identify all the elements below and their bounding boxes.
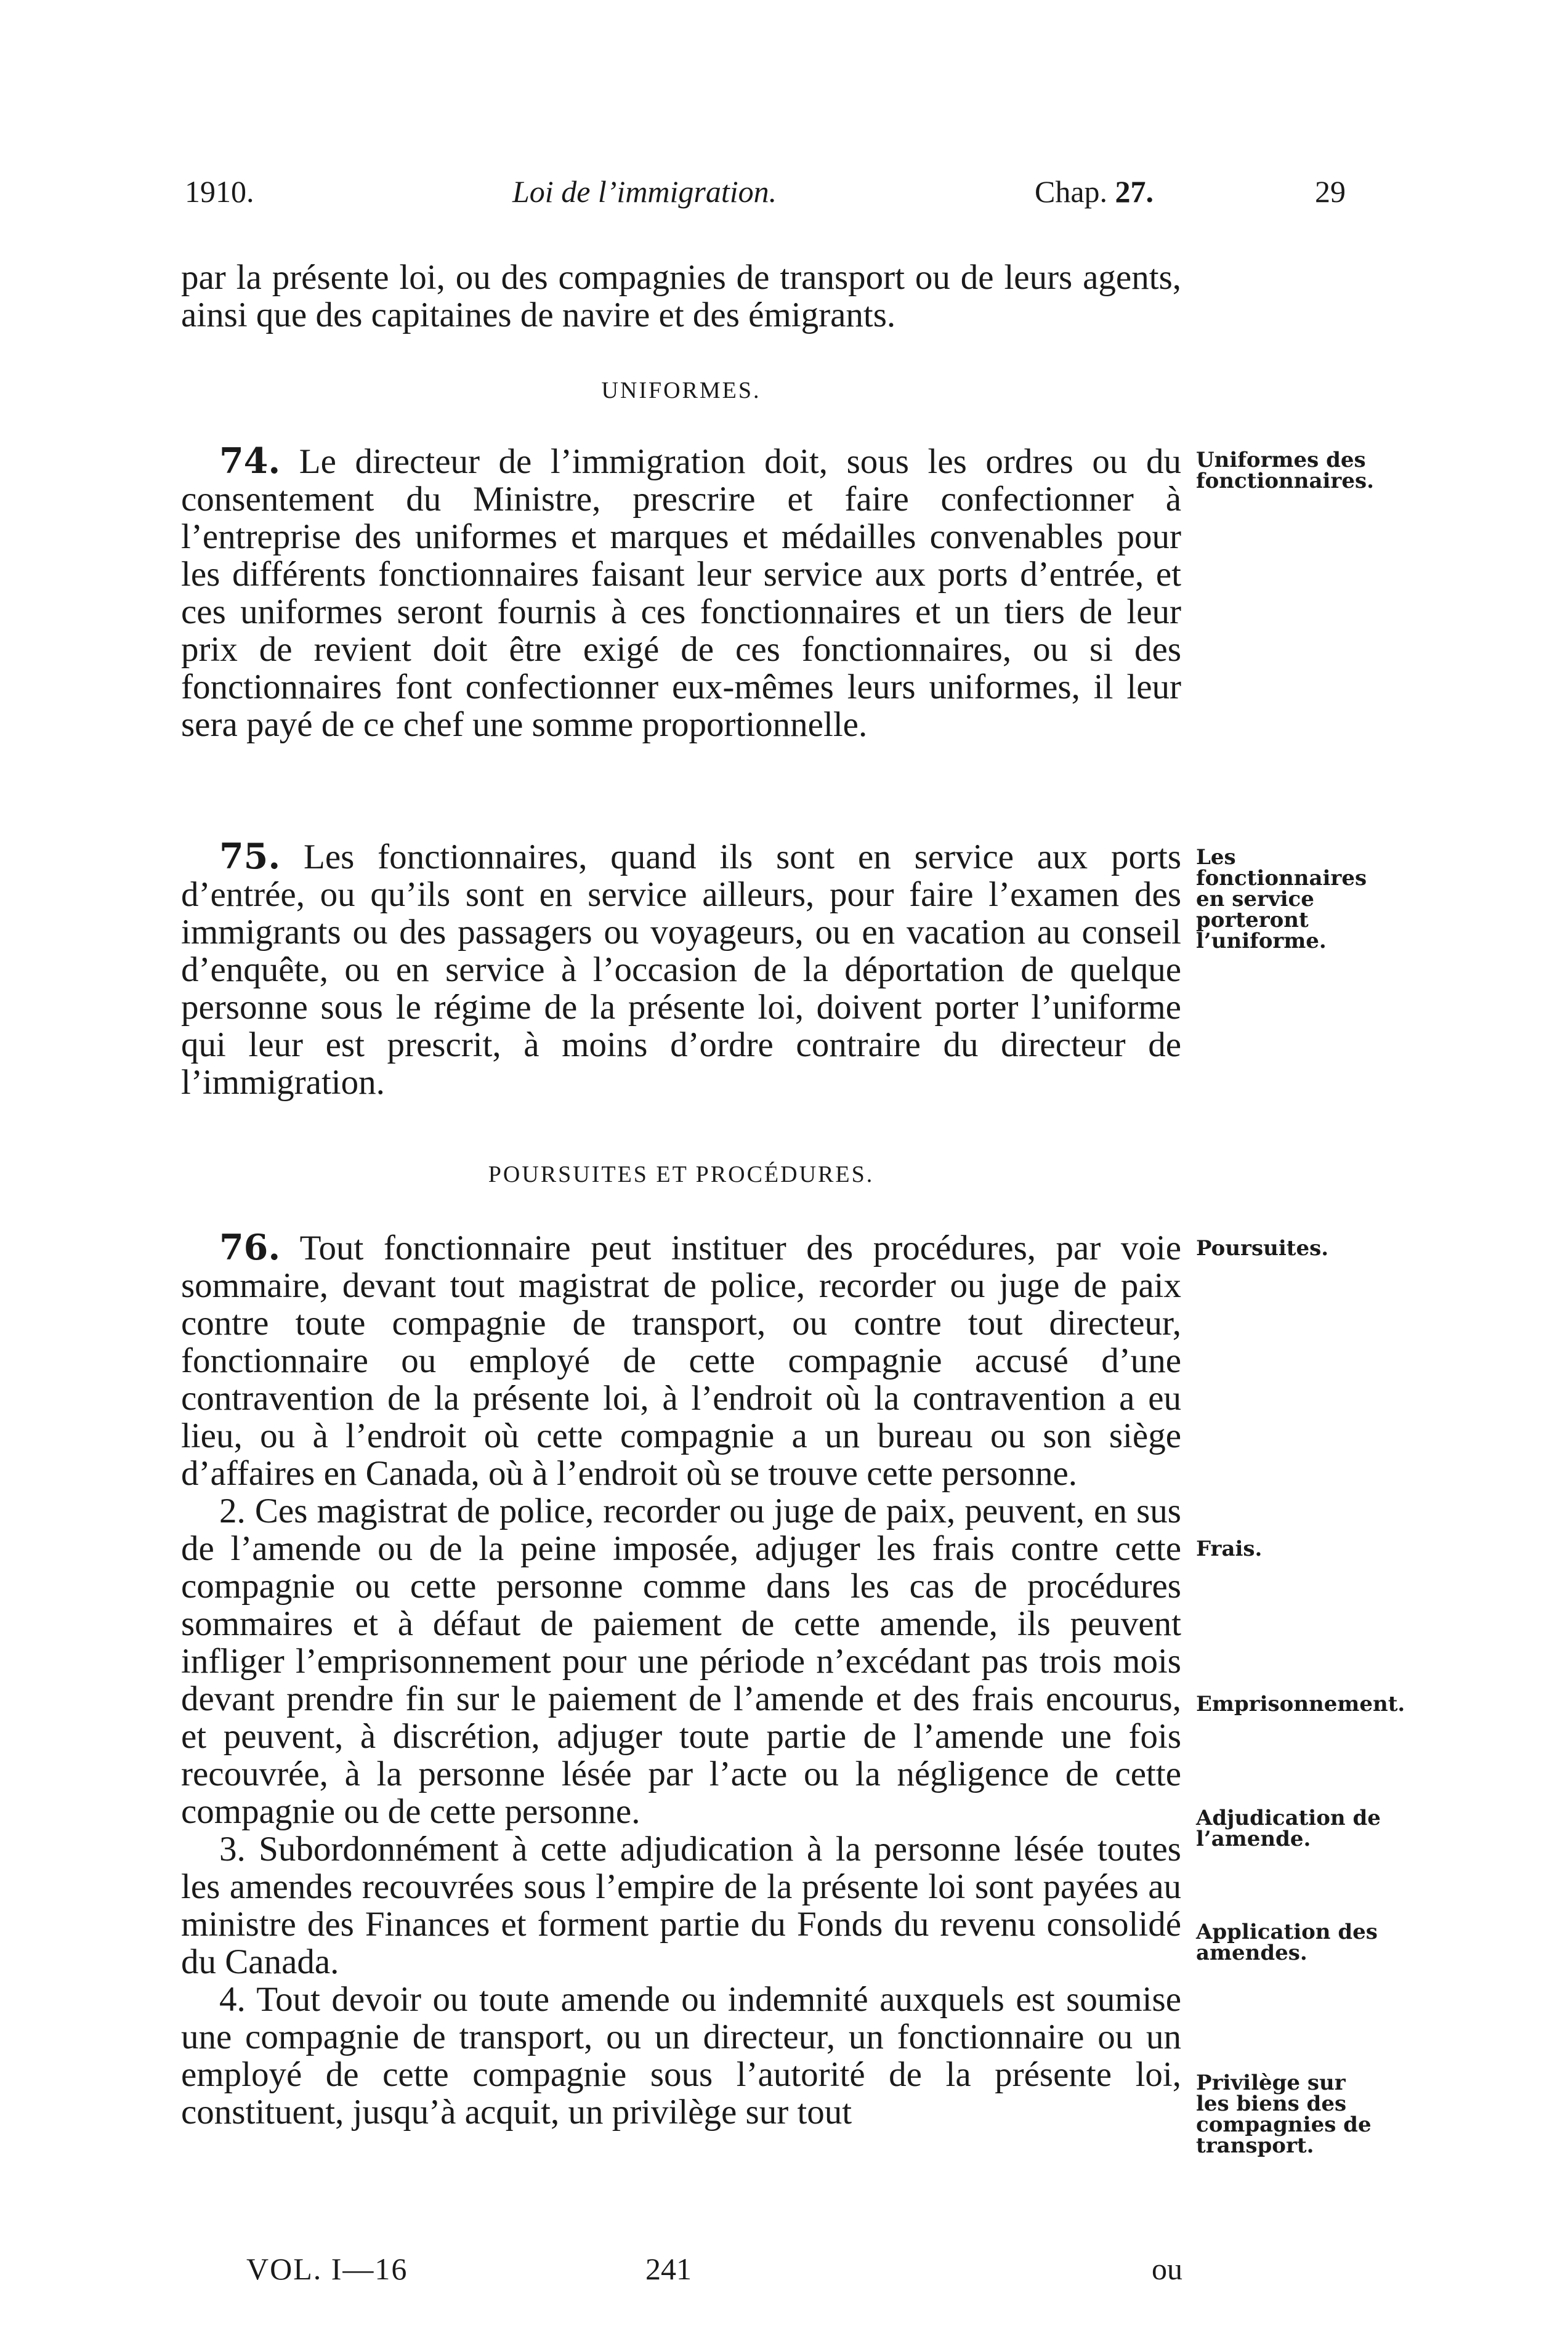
section-76-subsection-4: 4. Tout devoir ou toute amende ou indemnité auxquels est soumise une compagnie de transport, ou un directeur, un fonctionnaire ou un employé de cette compagnie sous l’autorité de la présente loi, constituent, jusqu’à acquit, un privilège sur tout (181, 1980, 1181, 2132)
heading-uniformes: UNIFORMES. (601, 378, 761, 403)
header-chapter-label: Chap. (1035, 174, 1108, 209)
header-title: Loi de l’immigration. (512, 174, 777, 209)
section-76 (181, 1229, 1181, 2131)
section-76-subsection-2: 2. Ces magistrat de police, recorder ou juge de paix, peuvent, en sus de l’amende ou de la peine imposée, adjuger les frais contre cette compagnie ou cette personne comme dans les cas de procédures sommaires et à défaut de paiement de cette amende, ils peuvent infliger l’emprisonnement pour une période n’excédant pas trois mois devant prendre fin sur le paiement de l’amende et des frais encourus, et peuvent, à discrétion, adjuger toute partie de l’amende une fois recouvrée, à la personne lésée par l’acte ou la négligence de cette compagnie ou de cette personne. (181, 1492, 1181, 1831)
footer-catchword: ou (1152, 2252, 1182, 2286)
heading-poursuites: POURSUITES ET PROCÉDURES. (488, 1162, 875, 1187)
section-75-text: Les fonctionnaires, quand ils sont en service aux ports d’entrée, ou qu’ils sont en service ailleurs, pour faire l’examen des immigrants ou des passagers ou voyageurs, ou en vacation au conseil d’enquête, ou en service à l’occasion de la déportation de quelque personne sous le régime de la présente loi, doivent porter l’uniforme qui leur est prescrit, à moins d’ordre contraire du directeur de l’immigration. (181, 838, 1181, 1102)
header-page-number: 29 (1315, 174, 1346, 209)
section-75-number: 75. (219, 836, 281, 877)
margin-note-frais: Frais. (1196, 1537, 1263, 1561)
page-header (185, 174, 1346, 223)
section-75 (181, 838, 1181, 1101)
section-76-subsection-3: 3. Subordonnément à cette adjudication à la personne lésée toutes les amendes recouvrées sous l’empire de la présente loi sont payées au ministre des Finances et forment partie du Fonds du revenu consolidé du Canada. (181, 1830, 1181, 1981)
section-74-number: 74. (219, 440, 281, 482)
footer-page-number: 241 (645, 2252, 692, 2286)
intro-paragraph (181, 259, 1181, 334)
margin-note-emprisonnement: Emprisonnement. (1196, 1692, 1405, 1716)
margin-note-uniformes: Uniformes des fonctionnaires. (1196, 448, 1374, 493)
header-chapter-number: 27. (1115, 174, 1154, 209)
page-footer (185, 2251, 1182, 2294)
margin-note-adjudication: Adjudication de l’amende. (1196, 1806, 1381, 1851)
margin-note-privilege: Privilège sur les biens des compagnies de transport. (1196, 2071, 1372, 2158)
footer-volume: VOL. I—16 (246, 2252, 408, 2286)
intro-text: par la présente loi, ou des compagnies de transport ou de leurs agents, ainsi que des capitaines de navire et des émigrants. (181, 258, 1181, 334)
section-76-text: Tout fonctionnaire peut instituer des procédures, par voie sommaire, devant tout magistrat de police, recorder ou juge de paix contre toute compagnie de transport, ou contre tout directeur, fonctionnaire ou employé de cette compagnie accusé d’une contravention de la présente loi, à l’endroit où la contravention a eu lieu, ou à l’endroit où cette compagnie a un bureau ou son siège d’affaires en Canada, où à l’endroit où se trouve cette personne. (181, 1229, 1181, 1493)
section-74-text: Le directeur de l’immigration doit, sous les ordres ou du consentement du Ministre, prescrire et faire confectionner à l’entreprise des uniformes et marques et médailles convenables pour les différents fonctionnaires faisant leur service aux ports d’entrée, et ces uniformes seront fournis à ces fonctionnaires et un tiers de leur prix de revient doit être exigé de ces fonctionnaires, ou si des fonctionnaires font confectionner eux-mêmes leurs uniformes, il leur sera payé de ce chef une somme proportionnelle. (181, 442, 1181, 744)
section-74 (181, 442, 1181, 743)
section-76-number: 76. (219, 1227, 281, 1268)
margin-note-application: Application des amendes. (1196, 1920, 1378, 1965)
header-chapter (1035, 174, 1154, 209)
header-year: 1910. (185, 174, 254, 209)
margin-note-poursuites: Poursuites. (1196, 1236, 1329, 1261)
margin-note-service: Les fonctionnaires en service porteront l’uniforme. (1196, 845, 1367, 953)
